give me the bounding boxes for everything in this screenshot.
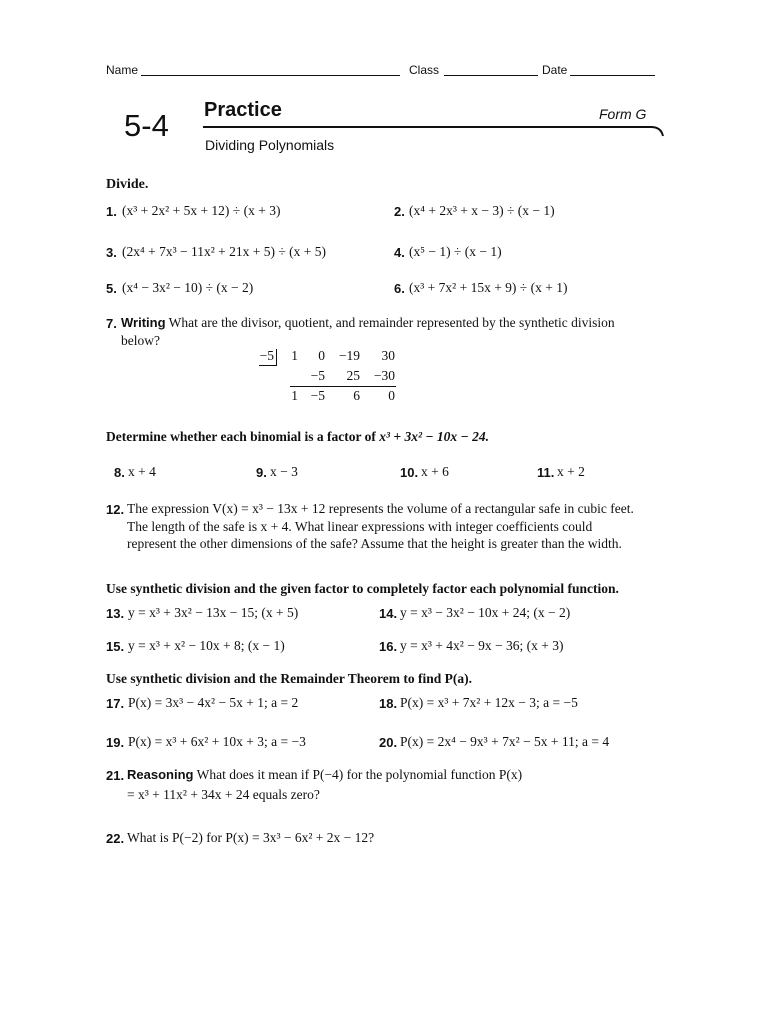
problem-12-number: 12.: [106, 502, 125, 517]
sd-row1-c3: −19: [338, 348, 360, 363]
problem-21-text: What does it mean if P(−4) for the polynomial function P(x): [193, 767, 523, 782]
problem-1-number: 1.: [106, 204, 117, 219]
name-field[interactable]: [141, 75, 400, 76]
problem-16-text: y = x³ + 4x² − 9x − 36; (x + 3): [400, 638, 564, 653]
sd-row2-c4: −30: [373, 368, 395, 383]
problem-12-text: The expression V(x) = x³ − 13x + 12 represents the volume of a rectangular safe in cubic feet. The length of the safe is x + 4. What linear expressions with integer coefficients could represent the other dimensions of the safe? Assume that the height is greater than the width.: [127, 501, 634, 551]
problem-2-number: 2.: [394, 204, 405, 219]
problem-18-number: 18.: [379, 696, 398, 711]
sd-row3-c3: 6: [353, 388, 360, 403]
problem-5-text: (x⁴ − 3x² − 10) ÷ (x − 2): [122, 280, 254, 295]
problem-15-text: y = x³ + x² − 10x + 8; (x − 1): [128, 638, 285, 653]
class-label: Class: [409, 63, 440, 77]
problem-19-text: P(x) = x³ + 6x² + 10x + 3; a = −3: [128, 734, 306, 749]
problem-17-text: P(x) = 3x³ − 4x² − 5x + 1; a = 2: [128, 695, 299, 710]
sd-row1-c2: 0: [318, 348, 325, 363]
class-field[interactable]: [444, 75, 538, 76]
section-divide: Divide.: [106, 177, 149, 192]
problem-19-number: 19.: [106, 735, 125, 750]
problem-22-number: 22.: [106, 831, 125, 846]
problem-4-number: 4.: [394, 245, 405, 260]
problem-21-line2: = x³ + 11x² + 34x + 24 equals zero?: [127, 787, 320, 802]
section-factor: [106, 429, 489, 445]
section-factor-prefix: Determine whether each binomial is a factor of: [106, 429, 380, 444]
problem-6-text: (x³ + 7x² + 15x + 9) ÷ (x + 1): [409, 280, 568, 295]
problem-21-line1: [127, 767, 522, 783]
problem-21-number: 21.: [106, 768, 125, 783]
header-rule: [203, 124, 665, 138]
problem-5-number: 5.: [106, 281, 117, 296]
problem-7-number: 7.: [106, 316, 117, 331]
problem-10-number: 10.: [400, 465, 419, 480]
name-label: Name: [106, 63, 139, 77]
lesson-number: 5-4: [124, 108, 169, 143]
problem-14-text: y = x³ − 3x² − 10x + 24; (x − 2): [400, 605, 571, 620]
problem-9-number: 9.: [256, 465, 267, 480]
problem-20-text: P(x) = 2x⁴ − 9x³ + 7x² − 5x + 11; a = 4: [400, 734, 610, 749]
problem-3-text: (2x⁴ + 7x³ − 11x² + 21x + 5) ÷ (x + 5): [122, 244, 327, 259]
problem-13-text: y = x³ + 3x² − 13x − 15; (x + 5): [128, 605, 299, 620]
problem-14-number: 14.: [379, 606, 398, 621]
problem-6-number: 6.: [394, 281, 405, 296]
section-factor-poly: x³ + 3x² − 10x − 24.: [379, 429, 489, 444]
sd-row1-c1: 1: [291, 348, 298, 363]
problem-9-text: x − 3: [270, 464, 298, 479]
problem-1-text: (x³ + 2x² + 5x + 12) ÷ (x + 3): [122, 203, 281, 218]
problem-21-label: Reasoning: [127, 767, 194, 782]
sd-row1-c4: 30: [381, 348, 395, 363]
problem-13-number: 13.: [106, 606, 125, 621]
problem-15-number: 15.: [106, 639, 125, 654]
page-title: Practice: [204, 99, 282, 121]
problem-17-number: 17.: [106, 696, 125, 711]
form-label: Form G: [599, 106, 647, 122]
section-synthetic: Use synthetic division and the given factor to completely factor each polynomial function.: [106, 581, 619, 596]
section-remainder: Use synthetic division and the Remainder Theorem to find P(a).: [106, 671, 473, 686]
sd-row3-c2: −5: [310, 388, 325, 403]
page-subtitle: Dividing Polynomials: [205, 137, 335, 153]
problem-8-number: 8.: [114, 465, 125, 480]
sd-row3-c4: 0: [388, 388, 395, 403]
problem-16-number: 16.: [379, 639, 398, 654]
date-field[interactable]: [570, 75, 655, 76]
problem-7-label: Writing: [121, 315, 166, 330]
problem-7: [121, 314, 656, 349]
problem-10-text: x + 6: [421, 464, 449, 479]
problem-11-number: 11.: [537, 465, 555, 480]
problem-20-number: 20.: [379, 735, 398, 750]
problem-22-text: What is P(−2) for P(x) = 3x³ − 6x² + 2x − 12?: [127, 830, 375, 845]
sd-row3-c1: 1: [291, 388, 298, 403]
problem-11-text: x + 2: [557, 464, 585, 479]
problem-2-text: (x⁴ + 2x³ + x − 3) ÷ (x − 1): [409, 203, 555, 218]
sd-row2-c3: 25: [346, 368, 360, 383]
problem-18-text: P(x) = x³ + 7x² + 12x − 3; a = −5: [400, 695, 578, 710]
problem-3-number: 3.: [106, 245, 117, 260]
problem-4-text: (x⁵ − 1) ÷ (x − 1): [409, 244, 502, 259]
problem-7-text: What are the divisor, quotient, and remainder represented by the synthetic division below?: [121, 315, 615, 348]
sd-row2-c2: −5: [310, 368, 325, 383]
sd-divisor: −5: [259, 348, 274, 363]
problem-8-text: x + 4: [128, 464, 156, 479]
date-label: Date: [542, 63, 568, 77]
